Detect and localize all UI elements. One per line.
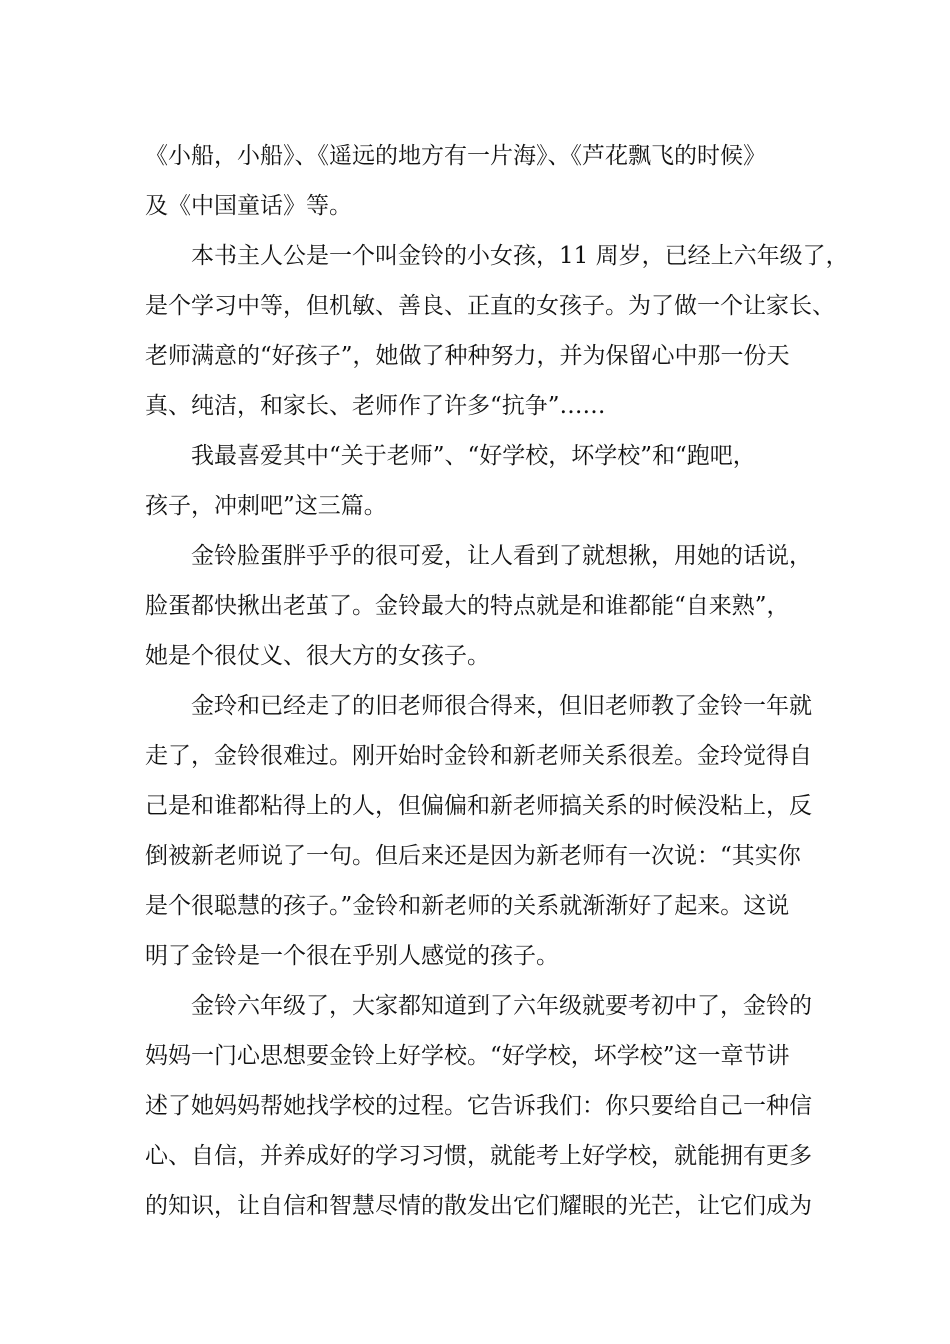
text-line: 述了她妈妈帮她找学校的过程。它告诉我们：你只要给自己一种信 bbox=[145, 1093, 812, 1119]
text-line: 及《中国童话》等。 bbox=[145, 193, 352, 219]
text-line: 脸蛋都快揪出老茧了。金铃最大的特点就是和谁都能“自来熟”， bbox=[145, 593, 790, 619]
text-line: 己是和谁都粘得上的人，但偏偏和新老师搞关系的时候没粘上，反 bbox=[145, 793, 812, 819]
text-line: 妈妈一门心思想要金铃上好学校。“好学校，坏学校”这一章节讲 bbox=[145, 1043, 790, 1069]
paragraph-first-line: 金玲和已经走了的旧老师很合得来，但旧老师教了金铃一年就 bbox=[191, 693, 812, 719]
text-line: 真、纯洁，和家长、老师作了许多“抗争”…… bbox=[145, 393, 606, 419]
text-line: 走了，金铃很难过。刚开始时金铃和新老师关系很差。金玲觉得自 bbox=[145, 743, 812, 769]
text-line: 《小船，小船》、《遥远的地方有一片海》、《芦花飘飞的时候》 bbox=[145, 143, 766, 169]
text-line: 心、自信，并养成好的学习习惯，就能考上好学校，就能拥有更多 bbox=[145, 1143, 812, 1169]
text-line: 是个学习中等，但机敏、善良、正直的女孩子。为了做一个让家长、 bbox=[145, 293, 835, 319]
text-line: 明了金铃是一个很在乎别人感觉的孩子。 bbox=[145, 943, 559, 969]
text-line: 她是个很仗义、很大方的女孩子。 bbox=[145, 643, 490, 669]
paragraph-first-line: 金铃六年级了，大家都知道到了六年级就要考初中了，金铃的 bbox=[191, 993, 812, 1019]
text-line: 倒被新老师说了一句。但后来还是因为新老师有一次说：“其实你 bbox=[145, 843, 801, 869]
document-body bbox=[145, 131, 849, 1231]
text-line: 老师满意的“好孩子”，她做了种种努力，并为保留心中那一份天 bbox=[145, 343, 790, 369]
text-line: 的知识，让自信和智慧尽情的散发出它们耀眼的光芒，让它们成为 bbox=[145, 1193, 812, 1219]
paragraph-first-line: 本书主人公是一个叫金铃的小女孩，11 周岁，已经上六年级了， bbox=[191, 243, 849, 269]
text-line: 是个很聪慧的孩子。”金铃和新老师的关系就渐渐好了起来。这说 bbox=[145, 893, 790, 919]
text-line: 孩子，冲刺吧”这三篇。 bbox=[145, 493, 387, 519]
paragraph-first-line: 金铃脸蛋胖乎乎的很可爱，让人看到了就想揪，用她的话说， bbox=[191, 543, 812, 569]
paragraph-first-line: 我最喜爱其中“关于老师”、“好学校，坏学校”和“跑吧， bbox=[191, 443, 756, 469]
